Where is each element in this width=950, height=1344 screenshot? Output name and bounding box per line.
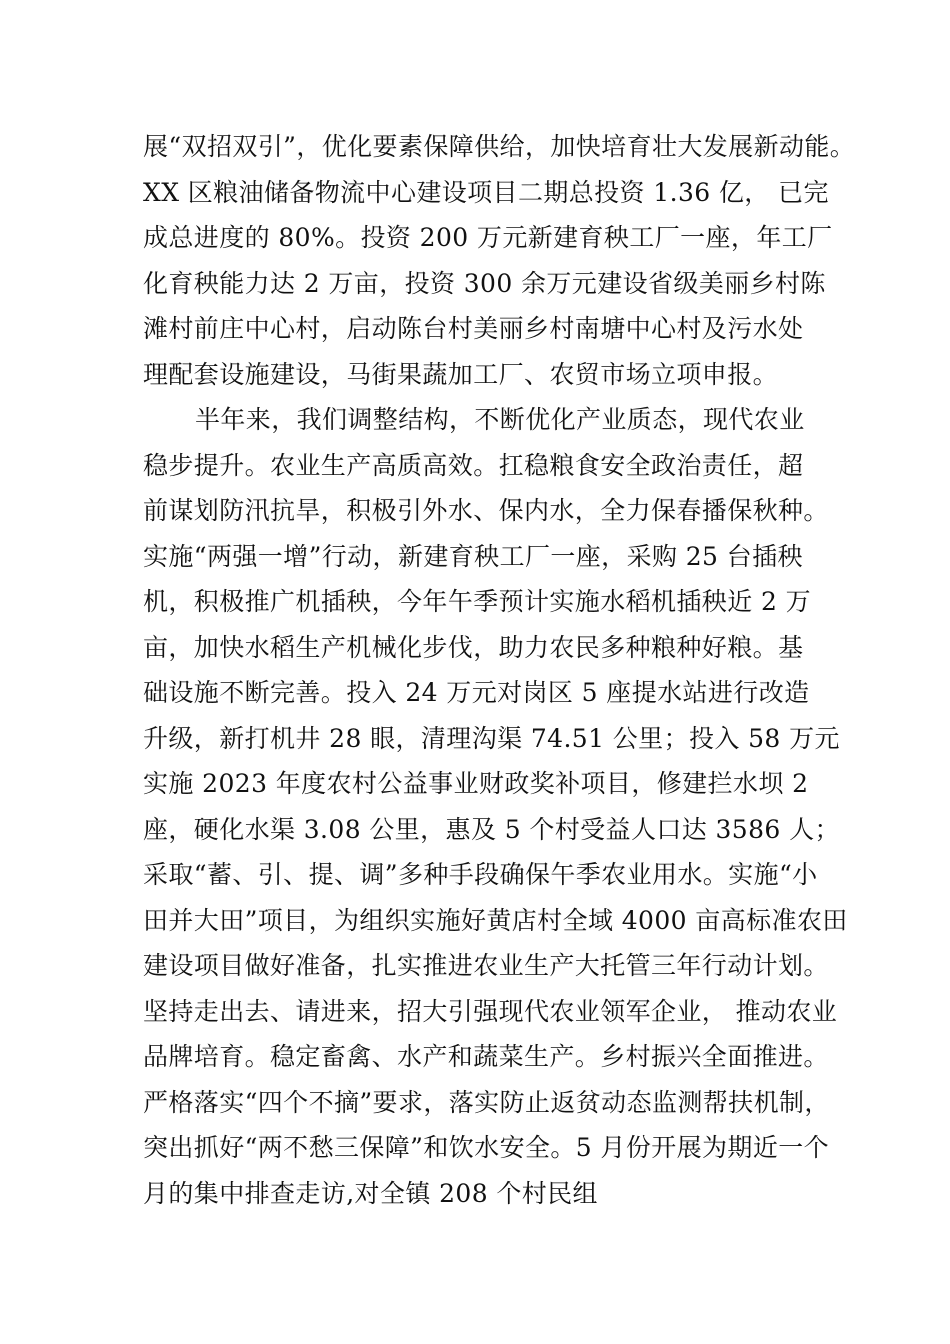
text-line: 严格落实“四个不摘”要求，落实防止返贫动态监测帮扶机制， [143, 1087, 830, 1117]
text-line: 座，硬化水渠 3.08 公里，惠及 5 个村受益人口达 3586 人； [143, 814, 840, 844]
text-line: 采取“蓄、引、提、调”多种手段确保午季农业用水。实施“小 [143, 860, 818, 889]
text-line: 展“双招双引”，优化要素保障供给，加快培育壮大发展新动能。 [143, 132, 856, 161]
text-line: 田并大田”项目，为组织实施好黄店村全域 4000 亩高标准农田 [143, 905, 848, 935]
text-line: 突出抓好“两不愁三保障”和饮水安全。5 月份开展为期近一个 [143, 1133, 830, 1162]
text-line: 成总进度的 80%。投资 200 万元新建育秧工厂一座，年工厂 [143, 223, 833, 252]
text-line: 月的集中排查走访,对全镇 208 个村民组 [143, 1178, 598, 1208]
text-line: 滩村前庄中心村，启动陈台村美丽乡村南塘中心村及污水处 [143, 314, 804, 343]
text-line: 稳步提升。农业生产高质高效。扛稳粮食安全政治责任，超 [143, 450, 804, 480]
text-line: 升级，新打机井 28 眼，清理沟渠 74.51 公里；投入 58 万元 [143, 723, 840, 753]
text-line: 坚持走出去、请进来，招大引强现代农业领军企业， 推动农业 [143, 996, 838, 1026]
paragraph [143, 124, 856, 397]
text-line: 前谋划防汛抗旱，积极引外水、保内水，全力保春播保秋种。 [143, 496, 829, 525]
text-line: XX 区粮油储备物流中心建设项目二期总投资 1.36 亿， 已完 [143, 177, 829, 207]
text-line: 半年来，我们调整结构，不断优化产业质态，现代农业 [195, 405, 805, 434]
text-line: 实施“两强一增”行动，新建育秧工厂一座，采购 25 台插秧 [143, 541, 803, 571]
text-line: 础设施不断完善。投入 24 万元对岗区 5 座提水站进行改造 [143, 678, 810, 707]
text-line: 化育秧能力达 2 万亩，投资 300 余万元建设省级美丽乡村陈 [143, 268, 826, 298]
document-page [143, 124, 856, 1216]
text-line: 建设项目做好准备，扎实推进农业生产大托管三年行动计划。 [143, 951, 829, 980]
text-line: 理配套设施建设，马街果蔬加工厂、农贸市场立项申报。 [143, 359, 779, 389]
text-line: 机，积极推广机插秧，今年午季预计实施水稻机插秧近 2 万 [143, 587, 812, 616]
text-line: 实施 2023 年度农村公益事业财政奖补项目，修建拦水坝 2 [143, 769, 809, 798]
text-line: 亩，加快水稻生产机械化步伐，助力农民多种粮种好粮。基 [143, 632, 804, 662]
text-line: 品牌培育。稳定畜禽、水产和蔬菜生产。乡村振兴全面推进。 [143, 1042, 829, 1071]
paragraph [143, 397, 848, 1216]
